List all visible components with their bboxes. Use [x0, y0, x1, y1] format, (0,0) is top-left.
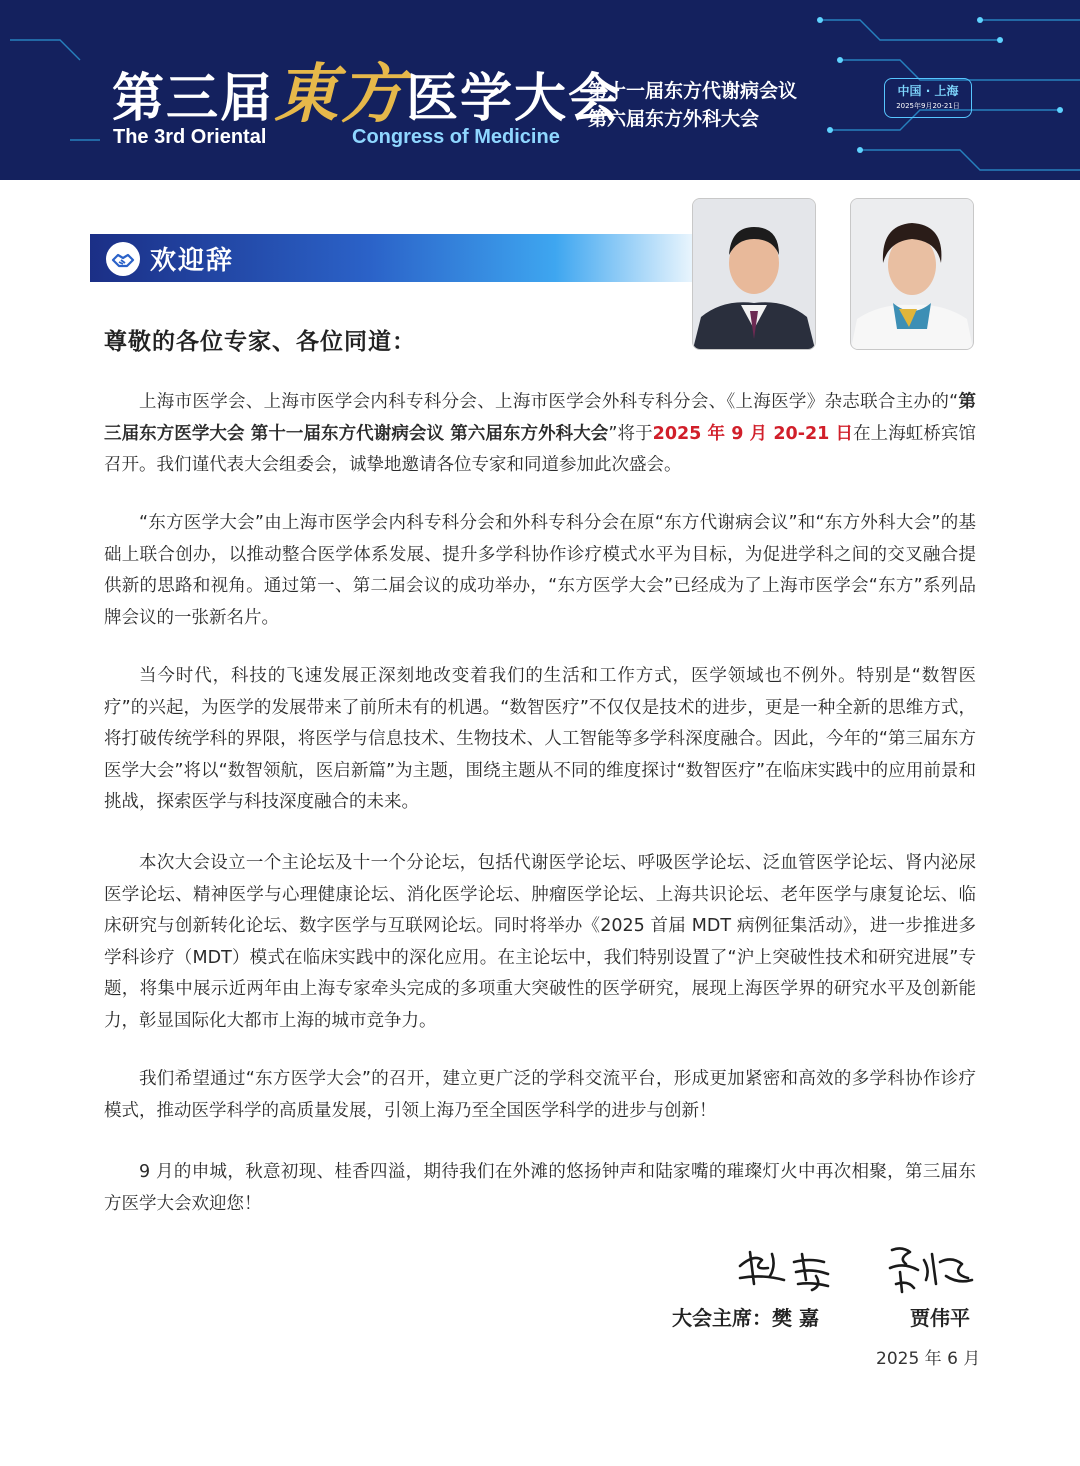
title-prefix: 第三届: [112, 69, 275, 129]
p1-venue: 在上海虹桥宾馆召开。我们谨代表大会组委会，诚挚地邀请各位专家和同道参加此次盛会。: [104, 423, 976, 475]
subtitle-surgery-conference: 第六届东方外科大会: [588, 108, 760, 130]
title-suffix: 医学大会: [406, 69, 623, 129]
handwritten-signatures: [732, 1240, 982, 1296]
paragraph-4: [104, 848, 976, 1037]
subtitle-metabolic-conference: 第十一届东方代谢病会议: [588, 80, 798, 102]
salutation: 尊敬的各位专家、各位同道：: [104, 329, 416, 355]
signature-label: 大会主席：樊 嘉: [672, 1306, 819, 1330]
p1-intro: 上海市医学会、上海市医学会内科专科分会、上海市医学会外科专科分会、《上海医学》杂志联合主办的“: [139, 392, 959, 412]
letter-date: 2025 年 6 月: [876, 1349, 981, 1369]
title-english-1: The 3rd Oriental: [113, 126, 267, 148]
badge-date: 2025年9月20-21日: [896, 102, 960, 110]
paragraph-6: [104, 1157, 976, 1220]
p1-conference-names: 第三届东方医学大会 第十一届东方代谢病会议 第六届东方外科大会: [104, 392, 976, 444]
handshake-icon: [106, 242, 140, 276]
badge-location: 中国 · 上海: [897, 84, 959, 98]
p6-text: 9 月的申城，秋意初现、桂香四溢，期待我们在外滩的悠扬钟声和陆家嘴的璀璨灯火中再次相聚，第三届东方医学大会欢迎您！: [104, 1162, 976, 1214]
paragraph-1: [104, 387, 976, 482]
location-date-badge: [884, 78, 972, 118]
p1-date-highlight: 2025 年 9 月 20-21 日: [652, 423, 854, 444]
p2-text: “东方医学大会”由上海市医学会内科专科分会和外科专科分会在原“东方代谢病会议”和“东方外科大会”的基础上联合创办，以推动整合医学体系发展、提升多学科协作诊疗模式水平为目标，为促进学科之间的交叉融合提供新的思路和视角。通过第一、第二届会议的成功举办，“东方医学大会”已经成为了上海市医学会“东方”系列品牌会议的一张新名片。: [104, 513, 976, 628]
chairman-photo-2: [850, 198, 974, 350]
p1-connector: ”将于: [608, 423, 653, 444]
p3-text: 当今时代，科技的飞速发展正深刻地改变着我们的生活和工作方式，医学领域也不例外。特别是“数智医疗”的兴起，为医学的发展带来了前所未有的机遇。“数智医疗”不仅仅是技术的进步，更是一种全新的思维方式，将打破传统学科的界限，将医学与信息技术、生物技术、人工智能等多学科深度融合。因此，今年的“第三届东方医学大会”将以“数智领航，医启新篇”为主题，围绕主题从不同的维度探讨“数智医疗”在临床实践中的应用前景和挑战，探索医学与科技深度融合的未来。: [104, 666, 976, 812]
paragraph-3: [104, 661, 976, 819]
congress-title: [112, 57, 623, 134]
title-brand: 東方: [274, 57, 407, 132]
section-title: 欢迎辞: [150, 246, 235, 276]
paragraph-2: [104, 508, 976, 634]
chairman-photo-1: [692, 198, 816, 350]
p4-text: 本次大会设立一个主论坛及十一个分论坛，包括代谢医学论坛、呼吸医学论坛、泛血管医学论坛、肾内泌尿医学论坛、精神医学与心理健康论坛、消化医学论坛、肿瘤医学论坛、上海共识论坛、老年医学与康复论坛、临床研究与创新转化论坛、数字医学与互联网论坛。同时将举办《2025 首届 MDT 病例征集活动》，进一步推进多学科诊疗（MDT）模式在临床实践中的深化应用。在主论坛中，我们特别设置了“沪上突破性技术和研究进展”专题，将集中展示近两年由上海专家牵头完成的多项重大突破性的医学研究，展现上海医学界的研究水平及创新能力，彰显国际化大都市上海的城市竞争力。: [104, 853, 976, 1031]
p5-text: 我们希望通过“东方医学大会”的召开，建立更广泛的学科交流平台，形成更加紧密和高效的多学科协作诊疗模式，推动医学科学的高质量发展，引领上海乃至全国医学科学的进步与创新！: [104, 1069, 976, 1121]
paragraph-5: [104, 1064, 976, 1127]
title-english-2: Congress of Medicine: [352, 126, 560, 148]
header-banner: [0, 0, 1080, 180]
signature-name-2: 贾伟平: [910, 1306, 970, 1330]
